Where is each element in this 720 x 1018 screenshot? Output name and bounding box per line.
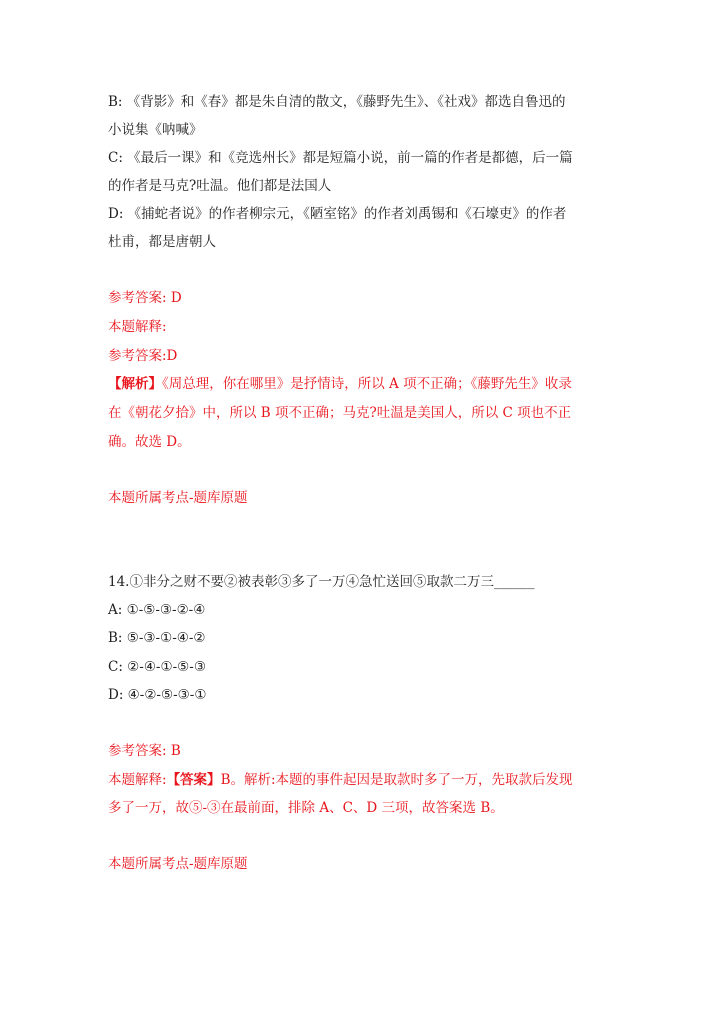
q14-explanation-line-1 bbox=[108, 766, 618, 794]
question-14-option-c: C: ②-④-①-⑤-③ bbox=[108, 659, 206, 675]
prev-analysis-line-3: 确。故选 D。 bbox=[108, 434, 191, 450]
option-d-line-1: D: 《捕蛇者说》的作者柳宗元，《陋室铭》的作者刘禹锡和《石壕吏》的作者 bbox=[108, 206, 567, 222]
question-14-option-d: D: ④-②-⑤-③-① bbox=[108, 687, 207, 703]
q14-explanation-text-1: B。解析:本题的事件起因是取款时多了一万，先取款后发现 bbox=[220, 772, 573, 788]
prev-explanation-label: 本题解释: bbox=[108, 319, 167, 335]
prev-analysis-line-1 bbox=[108, 370, 618, 398]
question-14-option-b: B: ⑤-③-①-④-② bbox=[108, 630, 206, 646]
analysis-text-1: 《周总理，你在哪里》是抒情诗，所以 A 项不正确；《藤野先生》收录 bbox=[162, 376, 572, 392]
prev-category: 本题所属考点-题库原题 bbox=[108, 490, 248, 506]
question-14-stem: 14.①非分之财不要②被表彰③多了一万④急忙送回⑤取款二万三______ bbox=[108, 574, 535, 590]
q14-explanation-tag: 【答案】 bbox=[166, 772, 221, 788]
prev-answer-repeat: 参考答案:D bbox=[108, 348, 178, 364]
option-c-line-2: 的作者是马克?吐温。他们都是法国人 bbox=[108, 178, 332, 194]
q14-category: 本题所属考点-题库原题 bbox=[108, 856, 248, 872]
option-b-line-1: B: 《背影》和《春》都是朱自清的散文，《藤野先生》、《社戏》都选自鲁迅的 bbox=[108, 94, 566, 110]
option-d-line-2: 杜甫，都是唐朝人 bbox=[108, 234, 216, 250]
prev-analysis-line-2: 在《朝花夕拾》中，所以 B 项不正确；马克?吐温是美国人，所以 C 项也不正 bbox=[108, 405, 572, 421]
option-b-line-2: 小说集《呐喊》 bbox=[108, 122, 203, 138]
analysis-tag: 【解析】 bbox=[108, 376, 162, 392]
question-14-option-a: A: ①-⑤-③-②-④ bbox=[108, 602, 206, 618]
q14-explanation-line-2: 多了一万，故⑤-③在最前面，排除 A、C、D 三项，故答案选 B。 bbox=[108, 800, 504, 816]
option-c-line-1: C: 《最后一课》和《竞选州长》都是短篇小说，前一篇的作者是都德，后一篇 bbox=[108, 150, 573, 166]
q14-explanation-label: 本题解释: bbox=[108, 772, 167, 788]
q14-answer: 参考答案: B bbox=[108, 743, 181, 759]
prev-answer: 参考答案: D bbox=[108, 290, 182, 306]
